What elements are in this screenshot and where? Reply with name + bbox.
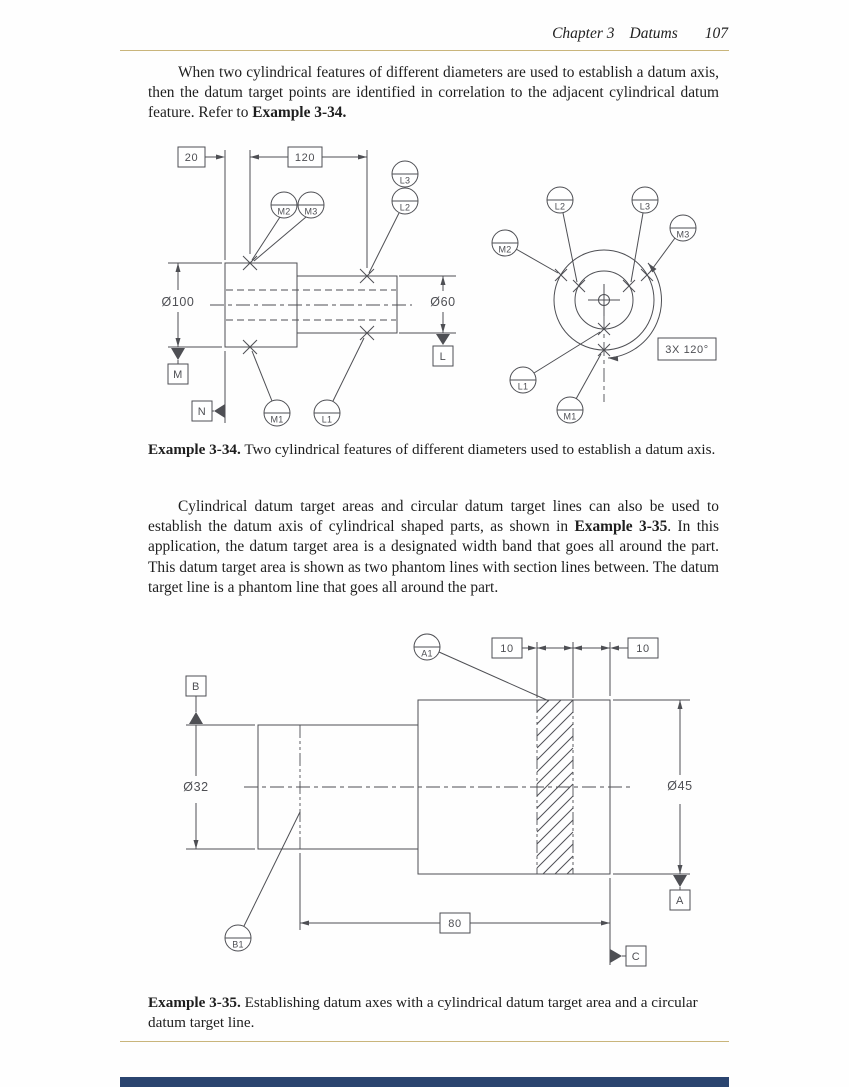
target-label-l3: L3 bbox=[399, 175, 411, 186]
datum-feature-symbol-c bbox=[610, 946, 646, 966]
datum-feature-symbol-b bbox=[186, 676, 206, 724]
fig1-side-view-target-leaders bbox=[252, 213, 399, 401]
fig1-dim-dia60 bbox=[399, 276, 456, 333]
fig1-end-view-target-leaders bbox=[516, 213, 675, 399]
caption-2-text: Establishing datum axes with a cylindrical datum target area and a circular datum target line. bbox=[148, 994, 698, 1031]
target-label-b1: B1 bbox=[232, 939, 244, 950]
chapter-title: Chapter 3 bbox=[552, 25, 615, 42]
fig2-dim-dia45 bbox=[613, 700, 693, 874]
datum-target-symbol-l1-end bbox=[510, 367, 536, 393]
datum-feature-symbol-n bbox=[192, 351, 225, 423]
page-header bbox=[552, 25, 728, 43]
datum-target-symbol-m3 bbox=[298, 192, 324, 218]
target-label-l3-end: L3 bbox=[639, 201, 651, 212]
section-title: Datums bbox=[629, 25, 678, 42]
figure-example-3-35 bbox=[140, 620, 750, 985]
target-label-m3: M3 bbox=[304, 206, 318, 217]
caption-example-3-34 bbox=[148, 440, 726, 460]
target-label-l1-end: L1 bbox=[517, 381, 529, 392]
dim-label-dia60: Ø60 bbox=[430, 295, 456, 309]
datum-target-symbol-b1 bbox=[225, 812, 300, 951]
datum-label-n: N bbox=[197, 406, 207, 418]
datum-target-symbol-m1-end bbox=[557, 397, 583, 423]
footer-rule bbox=[120, 1041, 729, 1042]
paragraph-1-text: When two cylindrical features of different diameters are used to establish a datum axis, then the datum target points are identified in correlation to the adjacent cylindrical datum feature. Refer to bbox=[148, 64, 719, 122]
target-label-m2-end: M2 bbox=[498, 244, 512, 255]
dim-label-dia100: Ø100 bbox=[161, 295, 195, 309]
target-label-m1: M1 bbox=[270, 414, 284, 425]
dim-label-dia32: Ø32 bbox=[183, 780, 209, 794]
datum-target-symbol-l3 bbox=[392, 161, 418, 187]
datum-target-symbol-l2-end bbox=[547, 187, 573, 213]
datum-feature-symbol-a bbox=[670, 875, 690, 910]
dim-label-120: 120 bbox=[294, 152, 316, 164]
paragraph-2-text-post: . In this application, the datum target area is a designated width band that goes all around the part. This datum target area is shown as two phantom lines with section lines between. The datum target line is a phantom line that goes all around the part. bbox=[148, 518, 719, 596]
datum-target-symbol-m1 bbox=[264, 400, 290, 426]
caption-2-lead: Example 3-35. bbox=[148, 994, 241, 1011]
dim-label-dia45: Ø45 bbox=[667, 779, 693, 793]
datum-label-b: B bbox=[192, 681, 200, 693]
caption-1-text: Two cylindrical features of different diameters used to establish a datum axis. bbox=[240, 441, 716, 458]
header-rule bbox=[120, 50, 729, 51]
dim-label-10-width: 10 bbox=[500, 643, 514, 655]
datum-label-l: L bbox=[439, 351, 447, 363]
fig2-dim-10-10 bbox=[492, 638, 658, 698]
datum-label-c: C bbox=[631, 951, 641, 963]
page-number: 107 bbox=[704, 25, 728, 42]
dim-label-80: 80 bbox=[448, 918, 462, 930]
target-label-a1: A1 bbox=[421, 648, 433, 659]
datum-feature-symbol-l bbox=[433, 334, 453, 366]
paragraph-1-bold-ref: Example 3-34. bbox=[252, 104, 347, 122]
target-label-m1-end: M1 bbox=[563, 411, 577, 422]
caption-1-lead: Example 3-34. bbox=[148, 441, 241, 458]
datum-label-a: A bbox=[676, 895, 684, 907]
paragraph-2-text-pre: Cylindrical datum target areas and circular datum target lines can also be used to establish the datum axis of cylindrical shaped parts, as shown in bbox=[148, 498, 719, 536]
fig1-side-view-centerlines bbox=[210, 290, 412, 320]
fig1-end-view-circles bbox=[554, 250, 654, 402]
target-label-m2: M2 bbox=[277, 206, 291, 217]
figure-example-3-34 bbox=[140, 140, 740, 432]
paragraph-1 bbox=[148, 63, 719, 124]
fig2-dim-80 bbox=[300, 853, 610, 965]
footer-color-bar bbox=[120, 1077, 729, 1087]
datum-feature-symbol-m bbox=[168, 348, 188, 384]
angle-note-3x120 bbox=[608, 263, 716, 361]
datum-target-symbol-m2 bbox=[271, 192, 297, 218]
caption-example-3-35 bbox=[148, 993, 726, 1032]
target-label-l1: L1 bbox=[321, 414, 333, 425]
datum-target-symbol-l3-end bbox=[632, 187, 658, 213]
datum-target-symbol-l2 bbox=[392, 188, 418, 214]
target-label-l2-end: L2 bbox=[554, 201, 566, 212]
datum-target-symbol-l1 bbox=[314, 400, 340, 426]
target-label-m3-end: M3 bbox=[676, 229, 690, 240]
dim-label-10-offset: 10 bbox=[636, 643, 650, 655]
datum-target-symbol-m3-end bbox=[670, 215, 696, 241]
dim-label-20: 20 bbox=[184, 152, 199, 164]
datum-target-symbol-m2-end bbox=[492, 230, 518, 256]
paragraph-2 bbox=[148, 497, 719, 598]
note-label-3x120: 3X 120° bbox=[665, 344, 709, 356]
target-label-l2: L2 bbox=[399, 202, 411, 213]
paragraph-2-bold-ref: Example 3-35 bbox=[574, 518, 668, 536]
datum-target-symbol-a1 bbox=[414, 634, 549, 701]
datum-label-m: M bbox=[173, 369, 183, 381]
